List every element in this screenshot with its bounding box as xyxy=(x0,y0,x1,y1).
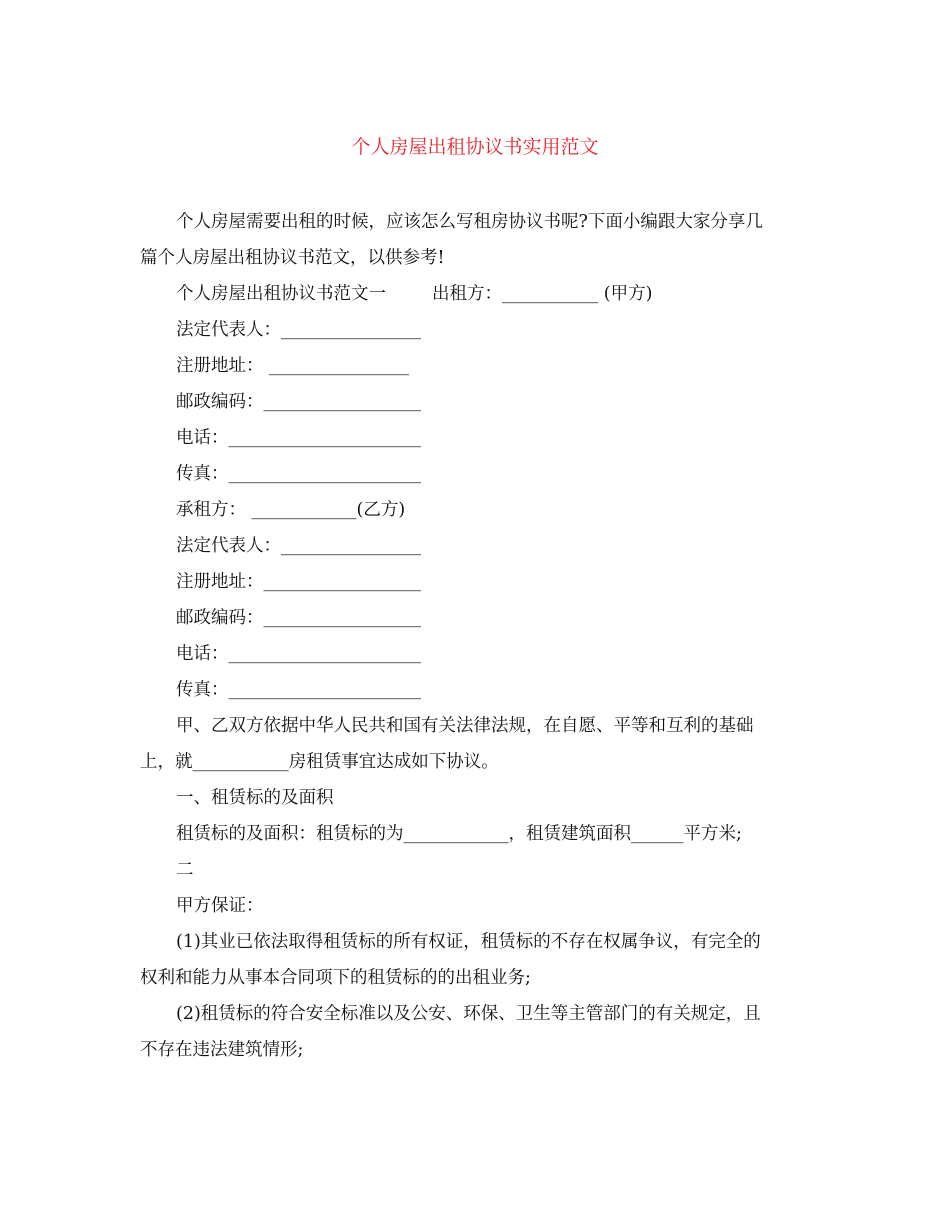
lessor-rep-field: 法定代表人：________________ xyxy=(176,320,421,340)
clause-line: 权利和能力从事本合同项下的租赁标的的出租业务; xyxy=(140,968,531,988)
clause-line: (2)租赁标的符合安全标准以及公安、环保、卫生等主管部门的有关规定，且 xyxy=(176,1004,761,1024)
clause-line: 不存在违法建筑情形; xyxy=(140,1040,304,1060)
lessee-phone-field: 电话：______________________ xyxy=(176,644,421,664)
lessee-zip-field: 邮政编码：__________________ xyxy=(176,608,421,628)
lessor-fax-field: 传真：______________________ xyxy=(176,464,421,484)
intro-line: 个人房屋需要出租的时候，应该怎么写租房协议书呢?下面小编跟大家分享几 xyxy=(176,212,763,232)
document-body xyxy=(140,204,802,1068)
lessor-address-field: 注册地址： ________________ xyxy=(176,356,410,376)
lessor-phone-field: 电话：______________________ xyxy=(176,428,421,448)
lessee-rep-field: 法定代表人：________________ xyxy=(176,536,421,556)
agreement-line: 上，就___________房租赁事宜达成如下协议。 xyxy=(140,752,499,772)
document-title: 个人房屋出租协议书实用范文 xyxy=(351,136,599,158)
lessee-address-field: 注册地址：__________________ xyxy=(176,572,421,592)
lessee-field: 承租方： ____________(乙方) xyxy=(176,500,406,520)
intro-line: 篇个人房屋出租协议书范文，以供参考! xyxy=(140,248,445,268)
agreement-line: 甲、乙双方依据中华人民共和国有关法律法规，在自愿、平等和互利的基础 xyxy=(176,716,754,736)
section-heading: 一、租赁标的及面积 xyxy=(176,788,334,808)
clause-line: (1)其业已依法取得租赁标的所有权证，租赁标的不存在权属争议，有完全的 xyxy=(176,932,761,952)
sample-title: 个人房屋出租协议书范文一 xyxy=(176,284,386,304)
section-heading: 二 xyxy=(176,860,194,880)
guarantee-heading: 甲方保证： xyxy=(176,896,264,916)
section-text: 租赁标的及面积：租赁标的为____________，租赁建筑面积______平方米; xyxy=(176,824,742,844)
sample-heading-line xyxy=(140,276,802,312)
lessor-zip-field: 邮政编码：__________________ xyxy=(176,392,421,412)
lessee-fax-field: 传真：______________________ xyxy=(176,680,421,700)
lessor-field: 出租方：___________ (甲方) xyxy=(432,284,653,304)
